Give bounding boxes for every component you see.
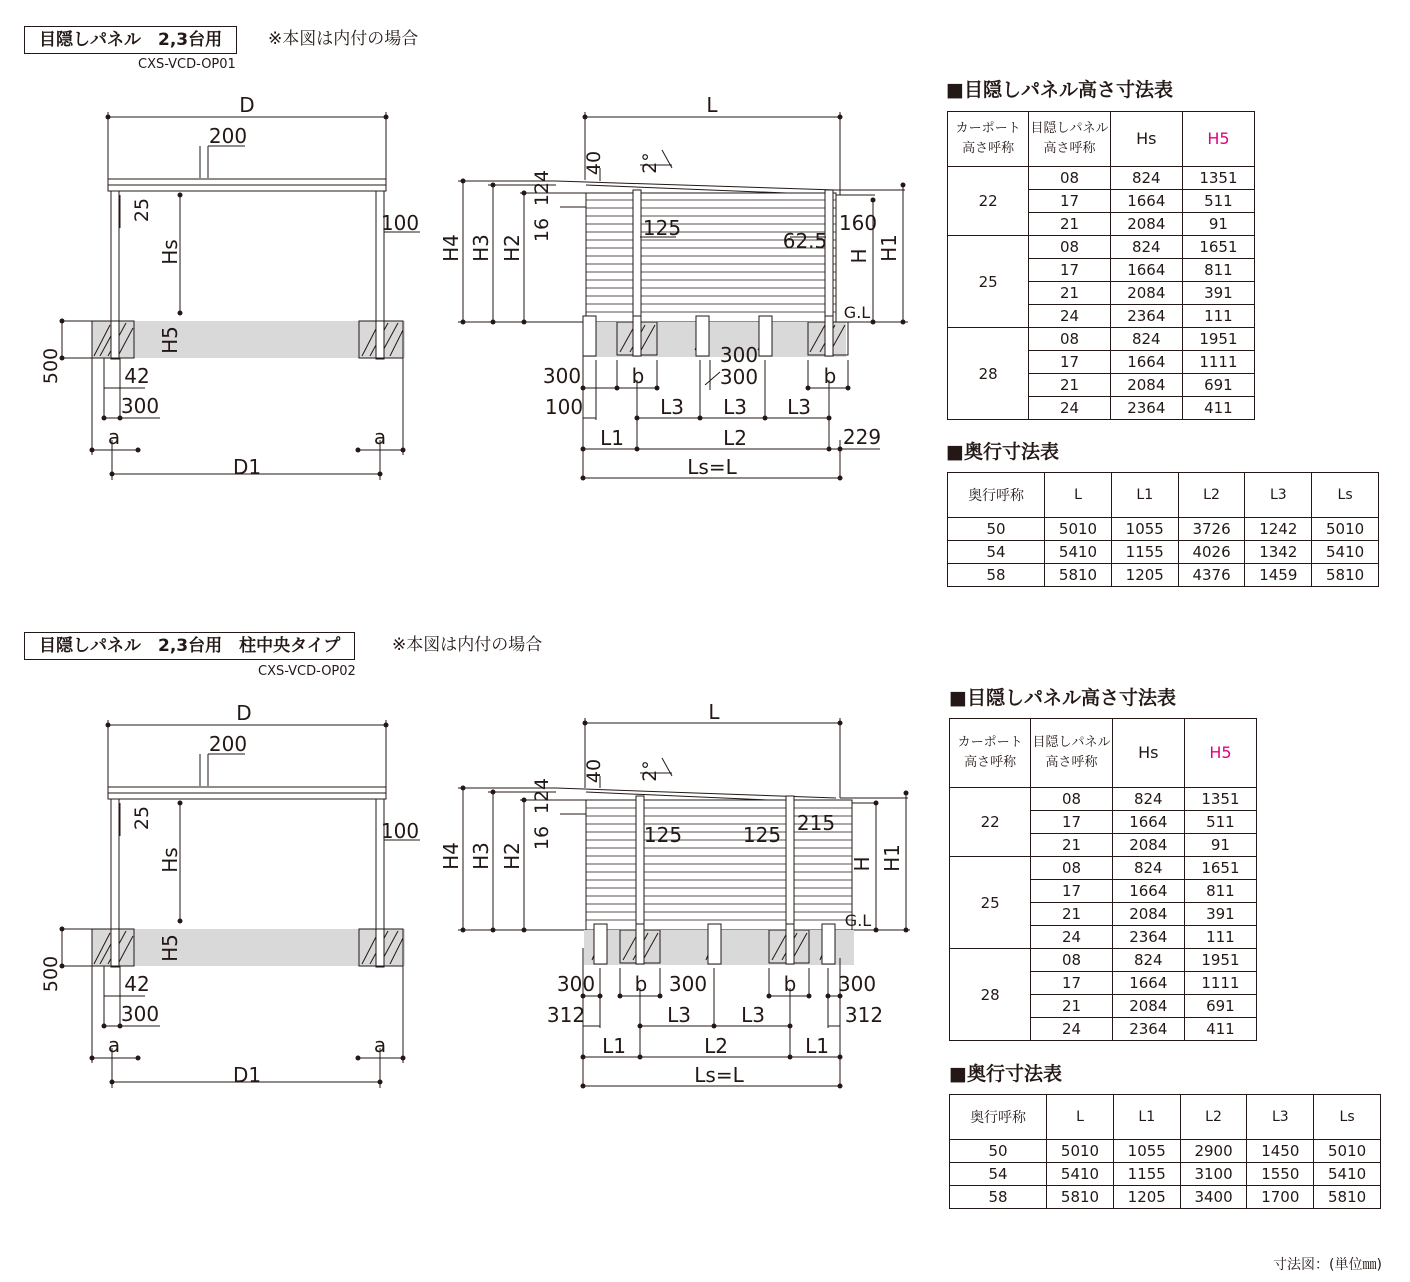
cell: 17	[1029, 190, 1110, 213]
dim-L1-right: L1	[805, 1034, 829, 1058]
model-code: CXS-VCD-OP01	[138, 57, 236, 72]
dim-Ls: Ls=L	[687, 455, 737, 479]
cell: 24	[1029, 305, 1110, 328]
cell: 2084	[1112, 995, 1184, 1018]
cell: 08	[1029, 328, 1110, 351]
side-view-diagram	[0, 618, 930, 1138]
cell: 824	[1110, 236, 1182, 259]
dim-H5: H5	[158, 326, 182, 354]
cell: 691	[1184, 995, 1256, 1018]
cell: 21	[1029, 282, 1110, 305]
cell: 1342	[1245, 541, 1312, 564]
unit-note: 寸法図：(単位㎜)	[1273, 1257, 1382, 1273]
cell: 58	[950, 1186, 1047, 1209]
section-title: 目隠しパネル 2,3台用	[24, 26, 237, 54]
cell: 1664	[1112, 811, 1184, 834]
cell: 2364	[1110, 305, 1182, 328]
cell: 54	[950, 1163, 1047, 1186]
dim-200: 200	[208, 124, 248, 148]
cell: 1664	[1110, 351, 1182, 374]
dim-D1: D1	[232, 455, 262, 479]
dim-Hs: Hs	[158, 239, 182, 265]
dim-L: L	[706, 93, 718, 117]
cell: 17	[1029, 259, 1110, 282]
cell: 111	[1182, 305, 1254, 328]
cell: 1459	[1245, 564, 1312, 587]
cell: 21	[1029, 374, 1110, 397]
dim-L3-2: L3	[723, 395, 747, 419]
dim-300-left: 300	[556, 972, 596, 996]
col-depth: 奥行呼称	[948, 473, 1045, 518]
col-Ls: Ls	[1312, 473, 1379, 518]
col-L3: L3	[1247, 1095, 1314, 1140]
section-note: ※本図は内付の場合	[392, 635, 543, 655]
cell: 24	[1031, 926, 1112, 949]
cell: 5810	[1312, 564, 1379, 587]
dim-16: 16	[531, 825, 553, 851]
dim-b-left: b	[634, 972, 648, 996]
cell: 50	[950, 1140, 1047, 1163]
dim-124: 124	[531, 777, 553, 815]
dim-H3: H3	[469, 842, 493, 870]
dim-H1: H1	[877, 234, 901, 262]
col-carport: カーポート 高さ呼称	[950, 719, 1031, 788]
dim-300-mid: 300	[719, 365, 759, 389]
dim-215: 215	[796, 811, 836, 835]
dim-312-left: 312	[546, 1003, 586, 1027]
cell: 08	[1031, 857, 1112, 880]
dim-100: 100	[380, 819, 420, 843]
dim-100-side: 100	[544, 395, 584, 419]
col-carport: カーポート 高さ呼称	[948, 112, 1029, 167]
carport-22: 22	[948, 167, 1029, 236]
dim-62-5: 62.5	[782, 229, 828, 253]
col-depth: 奥行呼称	[950, 1095, 1047, 1140]
cell: 2364	[1110, 397, 1182, 420]
label-GL: G.L	[844, 911, 872, 930]
dim-125: 125	[642, 216, 682, 240]
col-L: L	[1047, 1095, 1114, 1140]
cell: 1664	[1110, 190, 1182, 213]
cell: 1205	[1113, 1186, 1180, 1209]
cell: 1951	[1182, 328, 1254, 351]
cell: 5810	[1314, 1186, 1381, 1209]
dim-D: D	[236, 701, 252, 725]
cell: 691	[1182, 374, 1254, 397]
dim-200: 200	[208, 732, 248, 756]
dim-125-a: 125	[643, 823, 683, 847]
dim-H1: H1	[880, 844, 904, 872]
cell: 2084	[1110, 213, 1182, 236]
cell: 391	[1184, 903, 1256, 926]
dim-300-mid: 300	[668, 972, 708, 996]
cell: 5010	[1045, 518, 1112, 541]
dim-16: 16	[531, 217, 553, 243]
cell: 3400	[1180, 1186, 1247, 1209]
cell: 1351	[1182, 167, 1254, 190]
dim-L3-1: L3	[660, 395, 684, 419]
cell: 08	[1031, 949, 1112, 972]
carport-28: 28	[950, 949, 1031, 1041]
dim-L3-3: L3	[787, 395, 811, 419]
cell: 24	[1031, 1018, 1112, 1041]
cell: 21	[1031, 834, 1112, 857]
dim-L1: L1	[600, 426, 624, 450]
dim-H: H	[847, 248, 871, 264]
cell: 411	[1184, 1018, 1256, 1041]
label-GL: G.L	[843, 303, 871, 322]
col-Ls: Ls	[1314, 1095, 1381, 1140]
dim-Hs: Hs	[158, 847, 182, 873]
dim-H3: H3	[469, 234, 493, 262]
cell: 21	[1029, 213, 1110, 236]
cell: 2084	[1112, 903, 1184, 926]
col-hs: Hs	[1110, 112, 1182, 167]
cell: 2084	[1110, 282, 1182, 305]
cell: 824	[1112, 949, 1184, 972]
dim-a-left: a	[107, 1033, 121, 1057]
cell: 08	[1029, 236, 1110, 259]
dim-L1-left: L1	[602, 1034, 626, 1058]
dim-312-right: 312	[844, 1003, 884, 1027]
table-row	[950, 1140, 1381, 1163]
cell: 2364	[1112, 1018, 1184, 1041]
cell: 824	[1110, 167, 1182, 190]
dim-H4: H4	[439, 842, 463, 870]
dim-125-b: 125	[742, 823, 782, 847]
cell: 24	[1029, 397, 1110, 420]
dim-b-left: b	[631, 364, 645, 388]
dim-40: 40	[583, 758, 605, 784]
cell: 1651	[1184, 857, 1256, 880]
cell: 511	[1184, 811, 1256, 834]
dim-300-left: 300	[542, 364, 582, 388]
table-row	[950, 1163, 1381, 1186]
dim-40: 40	[583, 150, 605, 176]
carport-25: 25	[950, 857, 1031, 949]
cell: 21	[1031, 903, 1112, 926]
dim-300: 300	[120, 394, 160, 418]
dim-L3-2: L3	[741, 1003, 765, 1027]
cell: 5410	[1314, 1163, 1381, 1186]
col-L1: L1	[1113, 1095, 1180, 1140]
model-code: CXS-VCD-OP02	[258, 664, 356, 679]
dim-a-right: a	[373, 1033, 387, 1057]
cell: 1351	[1184, 788, 1256, 811]
dim-124: 124	[531, 169, 553, 207]
dim-angle: 2°	[639, 760, 661, 782]
cell: 1155	[1113, 1163, 1180, 1186]
cell: 5010	[1312, 518, 1379, 541]
table-row	[948, 518, 1379, 541]
cell: 811	[1184, 880, 1256, 903]
dim-L: L	[708, 700, 720, 724]
table-row	[950, 1186, 1381, 1209]
dim-Ls: Ls=L	[694, 1063, 744, 1087]
dim-L3-1: L3	[667, 1003, 691, 1027]
cell: 17	[1031, 811, 1112, 834]
cell: 5010	[1047, 1140, 1114, 1163]
col-L3: L3	[1245, 473, 1312, 518]
dim-300: 300	[120, 1002, 160, 1026]
carport-25: 25	[948, 236, 1029, 328]
depth-table-heading: ■奥行寸法表	[946, 441, 1059, 463]
dim-L2: L2	[704, 1034, 728, 1058]
height-table	[949, 718, 1257, 1041]
dim-100: 100	[380, 211, 420, 235]
cell: 91	[1182, 213, 1254, 236]
dim-229: 229	[842, 425, 882, 449]
cell: 17	[1031, 880, 1112, 903]
cell: 50	[948, 518, 1045, 541]
dim-H2: H2	[500, 842, 524, 870]
col-panel: 目隠しパネル 高さ呼称	[1031, 719, 1112, 788]
cell: 2084	[1110, 374, 1182, 397]
cell: 411	[1182, 397, 1254, 420]
dim-H2: H2	[500, 234, 524, 262]
cell: 4026	[1178, 541, 1245, 564]
col-L: L	[1045, 473, 1112, 518]
height-table	[947, 111, 1255, 420]
dim-25: 25	[131, 197, 153, 223]
dim-H4: H4	[439, 234, 463, 262]
dim-25: 25	[131, 805, 153, 831]
cell: 1664	[1112, 972, 1184, 995]
cell: 1111	[1184, 972, 1256, 995]
table-row	[948, 541, 1379, 564]
dim-42: 42	[124, 972, 150, 996]
height-table-heading: ■目隠しパネル高さ寸法表	[949, 687, 1176, 709]
cell: 2084	[1112, 834, 1184, 857]
cell: 3100	[1180, 1163, 1247, 1186]
cell: 1651	[1182, 236, 1254, 259]
dim-300-right: 300	[837, 972, 877, 996]
section-title: 目隠しパネル 2,3台用 柱中央タイプ	[24, 632, 355, 660]
col-L2: L2	[1180, 1095, 1247, 1140]
cell: 1155	[1111, 541, 1178, 564]
cell: 91	[1184, 834, 1256, 857]
dim-H5: H5	[158, 934, 182, 962]
dim-500: 500	[40, 955, 62, 993]
cell: 1700	[1247, 1186, 1314, 1209]
dim-b-right: b	[823, 364, 837, 388]
cell: 58	[948, 564, 1045, 587]
col-h5: H5	[1182, 112, 1254, 167]
cell: 21	[1031, 995, 1112, 1018]
depth-table-heading: ■奥行寸法表	[949, 1063, 1062, 1085]
dim-500: 500	[40, 347, 62, 385]
cell: 1550	[1247, 1163, 1314, 1186]
cell: 08	[1029, 167, 1110, 190]
height-table-heading: ■目隠しパネル高さ寸法表	[946, 79, 1173, 101]
dim-b-right: b	[783, 972, 797, 996]
col-hs: Hs	[1112, 719, 1184, 788]
cell: 1055	[1111, 518, 1178, 541]
cell: 5810	[1047, 1186, 1114, 1209]
cell: 4376	[1178, 564, 1245, 587]
cell: 3726	[1178, 518, 1245, 541]
section-note: ※本図は内付の場合	[268, 29, 419, 49]
section-op01	[0, 0, 1410, 620]
cell: 5410	[1047, 1163, 1114, 1186]
dim-a-left: a	[107, 425, 121, 449]
section-op02	[0, 618, 1410, 1258]
table-row	[948, 564, 1379, 587]
depth-table	[949, 1094, 1381, 1209]
cell: 1664	[1112, 880, 1184, 903]
cell: 5410	[1045, 541, 1112, 564]
cell: 17	[1031, 972, 1112, 995]
cell: 08	[1031, 788, 1112, 811]
cell: 811	[1182, 259, 1254, 282]
cell: 54	[948, 541, 1045, 564]
cell: 391	[1182, 282, 1254, 305]
col-L2: L2	[1178, 473, 1245, 518]
cell: 5810	[1045, 564, 1112, 587]
cell: 2900	[1180, 1140, 1247, 1163]
col-h5: H5	[1184, 719, 1256, 788]
dim-300-top: 300	[719, 343, 759, 367]
dim-H: H	[850, 856, 874, 872]
dim-L2: L2	[723, 426, 747, 450]
side-view-diagram	[0, 0, 930, 520]
dim-D1: D1	[232, 1063, 262, 1087]
cell: 1205	[1111, 564, 1178, 587]
cell: 1055	[1113, 1140, 1180, 1163]
cell: 5410	[1312, 541, 1379, 564]
cell: 511	[1182, 190, 1254, 213]
cell: 1242	[1245, 518, 1312, 541]
dim-42: 42	[124, 364, 150, 388]
cell: 17	[1029, 351, 1110, 374]
cell: 1664	[1110, 259, 1182, 282]
cell: 5010	[1314, 1140, 1381, 1163]
dim-angle: 2°	[639, 152, 661, 174]
dim-a-right: a	[373, 425, 387, 449]
cell: 824	[1110, 328, 1182, 351]
col-L1: L1	[1111, 473, 1178, 518]
carport-22: 22	[950, 788, 1031, 857]
dim-160: 160	[838, 211, 878, 235]
depth-table	[947, 472, 1379, 587]
cell: 111	[1184, 926, 1256, 949]
dim-D: D	[239, 93, 255, 117]
cell: 1111	[1182, 351, 1254, 374]
cell: 1450	[1247, 1140, 1314, 1163]
carport-28: 28	[948, 328, 1029, 420]
cell: 1951	[1184, 949, 1256, 972]
cell: 824	[1112, 857, 1184, 880]
cell: 824	[1112, 788, 1184, 811]
col-panel: 目隠しパネル 高さ呼称	[1029, 112, 1110, 167]
cell: 2364	[1112, 926, 1184, 949]
